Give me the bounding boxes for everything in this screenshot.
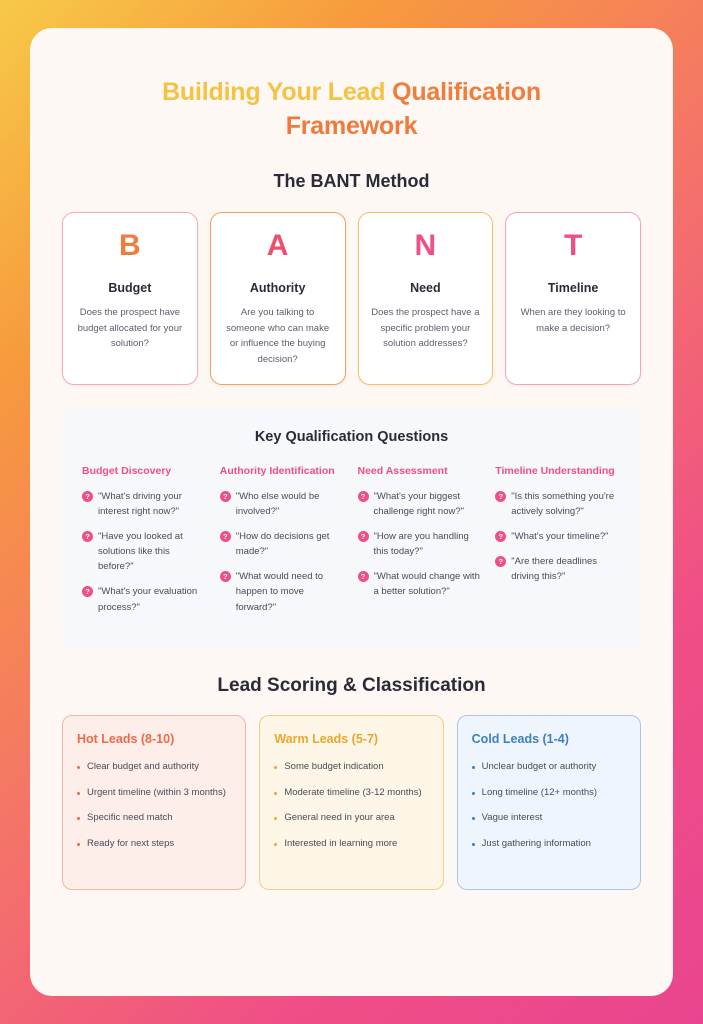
question-item [82, 529, 208, 575]
bullet-icon [472, 766, 475, 769]
question-item [495, 489, 621, 519]
question-text: "Is this something you're actively solving?" [511, 490, 615, 517]
question-text: "What's your evaluation process?" [98, 586, 198, 613]
question-mark-icon: ? [220, 571, 231, 582]
bant-card-title: Authority [249, 281, 306, 295]
scoring-item-text: Ready for next steps [87, 838, 175, 849]
question-text: "What's your timeline?" [511, 530, 609, 542]
bullet-icon [472, 817, 475, 820]
bant-letter: T [563, 229, 583, 262]
bullet-icon [274, 843, 277, 846]
scoring-card-title: Hot Leads (8-10) [77, 731, 175, 746]
question-item [495, 554, 621, 584]
scoring-card-title: Warm Leads (5-7) [274, 731, 379, 746]
questions-column-budget [82, 463, 208, 625]
questions-panel [62, 409, 641, 649]
question-item [220, 489, 346, 519]
question-item [358, 489, 484, 519]
bant-card-authority [210, 212, 346, 385]
bullet-icon [472, 843, 475, 846]
scoring-item-text: Moderate timeline (3-12 months) [284, 786, 422, 798]
scoring-card-title: Cold Leads (1-4) [471, 731, 569, 746]
bant-card-timeline [505, 212, 641, 385]
scoring-list-item [77, 786, 231, 801]
question-text: "Have you looked at solutions like this before?" [98, 530, 183, 573]
bant-section-heading: The BANT Method [273, 171, 430, 191]
scoring-item-text: Vague interest [481, 812, 543, 824]
question-item [358, 569, 484, 599]
bant-card-description: Does the prospect have budget allocated for your solution? [77, 307, 183, 350]
bullet-icon [274, 766, 277, 769]
question-item [220, 529, 346, 559]
bant-letter: B [119, 229, 141, 262]
bullet-icon [472, 792, 475, 795]
question-mark-icon: ? [495, 556, 506, 567]
bullet-icon [274, 792, 277, 795]
bant-letter: N [414, 229, 437, 262]
question-mark-icon: ? [495, 531, 506, 542]
scoring-item-text: Specific need match [87, 812, 173, 824]
bullet-icon [77, 766, 80, 769]
page-title-part-2: Qualification [385, 78, 541, 106]
scoring-item-text: Unclear budget or authority [481, 760, 597, 772]
scoring-item-text: Clear budget and authority [87, 760, 199, 772]
bant-card-budget [62, 212, 198, 385]
scoring-list-item [274, 811, 428, 826]
scoring-item-text: General need in your area [284, 812, 395, 824]
question-mark-icon: ? [220, 531, 231, 542]
question-text: "Are there deadlines driving this?" [511, 556, 598, 583]
scoring-list-item [472, 786, 626, 801]
questions-column-title: Budget Discovery [82, 464, 172, 477]
bullet-icon [77, 843, 80, 846]
scoring-list-item [274, 760, 428, 775]
question-text: "What would need to happen to move forward?" [235, 571, 324, 613]
question-mark-icon: ? [82, 531, 93, 542]
bant-card-description: Are you talking to someone who can make or influence the buying decision? [226, 307, 330, 366]
questions-column-title: Authority Identification [219, 464, 335, 477]
scoring-card-row [62, 715, 641, 890]
scoring-list-item [77, 811, 231, 826]
question-mark-icon: ? [358, 531, 369, 542]
questions-heading: Key Qualification Questions [254, 428, 449, 445]
bant-card-row [62, 212, 641, 385]
page-title-part-1: Building Your Lead [162, 78, 386, 106]
scoring-item-text: Just gathering information [481, 838, 591, 849]
scoring-list-item [472, 811, 626, 826]
question-text: "What's your biggest challenge right now?" [373, 490, 465, 517]
bant-card-title: Timeline [547, 281, 599, 295]
question-item [358, 529, 484, 559]
bant-card-description: Does the prospect have a specific problem your solution addresses? [371, 307, 480, 350]
bullet-icon [77, 792, 80, 795]
question-mark-icon: ? [358, 571, 369, 582]
bullet-icon [77, 817, 80, 820]
questions-column-title: Timeline Understanding [495, 464, 615, 477]
question-item [82, 584, 208, 614]
scoring-item-text: Interested in learning more [284, 838, 398, 849]
scoring-list-item [472, 837, 626, 852]
page-title-part-3: Framework [285, 111, 418, 140]
question-mark-icon: ? [220, 491, 231, 502]
scoring-list-item [274, 837, 428, 852]
scoring-card-cold [457, 715, 641, 890]
questions-column-timeline [495, 463, 621, 625]
bant-card-title: Budget [108, 281, 152, 295]
question-text: "Who else would be involved?" [235, 490, 320, 517]
scoring-item-text: Long timeline (12+ months) [481, 786, 598, 798]
questions-columns [82, 463, 621, 625]
questions-column-need [358, 463, 484, 625]
question-mark-icon: ? [358, 491, 369, 502]
questions-column-title: Need Assessment [357, 464, 448, 477]
question-item [495, 529, 621, 544]
scoring-list-item [77, 760, 231, 775]
scoring-list-item [274, 786, 428, 801]
infographic-card [30, 28, 673, 996]
scoring-list-item [472, 760, 626, 775]
question-text: "What would change with a better solution?" [373, 571, 480, 598]
question-text: "How are you handling this today?" [373, 530, 469, 558]
question-text: "What's driving your interest right now?" [98, 490, 182, 517]
bant-card-description: When are they looking to make a decision? [520, 307, 626, 334]
questions-column-authority [220, 463, 346, 625]
question-text: "How do decisions get made?" [235, 530, 330, 558]
scoring-card-hot [62, 715, 246, 890]
question-mark-icon: ? [82, 586, 93, 597]
question-item [220, 569, 346, 615]
question-mark-icon: ? [495, 491, 506, 502]
bant-letter: A [266, 229, 289, 262]
scoring-list-item [77, 837, 231, 852]
scoring-heading: Lead Scoring & Classification [217, 674, 486, 696]
scoring-card-warm [259, 715, 443, 890]
question-item [82, 489, 208, 519]
scoring-item-text: Some budget indication [284, 760, 384, 772]
bant-card-need [358, 212, 494, 385]
question-mark-icon: ? [82, 491, 93, 502]
scoring-item-text: Urgent timeline (within 3 months) [87, 786, 226, 798]
page-title [62, 76, 641, 143]
bant-card-title: Need [410, 281, 441, 295]
bullet-icon [274, 817, 277, 820]
